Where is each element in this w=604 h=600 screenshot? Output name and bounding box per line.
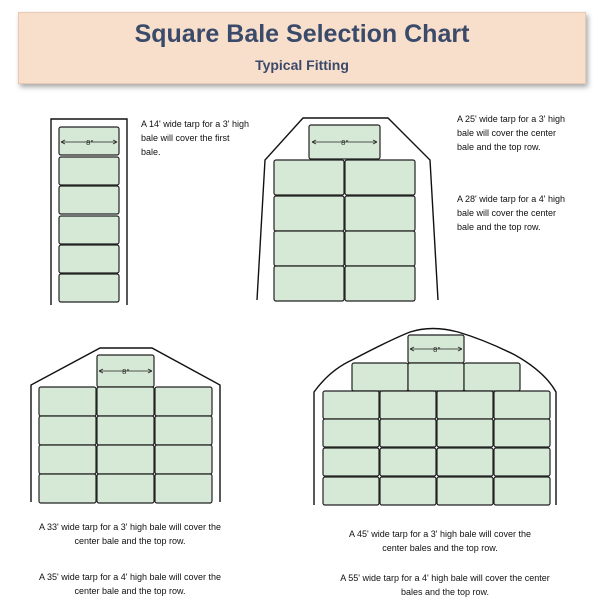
- note-fig3-3ft: A 33' wide tarp for a 3' high bale will cover the center bale and the top row.: [38, 522, 222, 546]
- bale: [464, 363, 520, 391]
- bale: [274, 231, 344, 266]
- dimension-label: 8": [122, 368, 130, 376]
- note-fig3-4ft: A 35' wide tarp for a 4' high bale will cover the center bale and the top row.: [38, 572, 222, 596]
- bale: [323, 477, 379, 505]
- bale: [380, 477, 436, 505]
- top-row: [352, 335, 520, 391]
- page-title: Square Bale Selection Chart: [134, 20, 470, 48]
- figure-2-stack: [257, 118, 438, 301]
- bale: [380, 391, 436, 419]
- bale: [494, 391, 550, 419]
- bale: [437, 448, 493, 476]
- bale: [345, 266, 415, 301]
- dimension-label: 8": [86, 139, 94, 147]
- bale: [274, 160, 344, 195]
- bale-grid: [323, 391, 550, 505]
- note-fig4-3ft: A 45' wide tarp for a 3' high bale will cover the center bales and the top row.: [348, 529, 532, 553]
- bale: [345, 160, 415, 195]
- bale: [408, 363, 464, 391]
- note-fig4-4ft: A 55' wide tarp for a 4' high bale will cover the center bales and the top row.: [340, 573, 550, 597]
- bale: [97, 416, 154, 445]
- note-fig2-4ft: A 28' wide tarp for a 4' high bale will cover the center bale and the top row.: [457, 194, 566, 232]
- bale: [494, 419, 550, 447]
- bale: [97, 445, 154, 474]
- bale: [274, 266, 344, 301]
- bale-column: [59, 127, 119, 302]
- note-fig1: A 14' wide tarp for a 3' high bale will cover the first bale.: [141, 119, 250, 157]
- bale: [59, 157, 119, 185]
- bale: [97, 387, 154, 416]
- bale: [437, 391, 493, 419]
- bale: [352, 363, 408, 391]
- bale: [437, 477, 493, 505]
- bale: [437, 419, 493, 447]
- bale: [380, 448, 436, 476]
- bale: [59, 245, 119, 273]
- bale: [323, 391, 379, 419]
- bale: [155, 445, 212, 474]
- note-fig2-3ft: A 25' wide tarp for a 3' high bale will cover the center bale and the top row.: [457, 114, 566, 152]
- bale: [39, 416, 96, 445]
- bale: [274, 196, 344, 231]
- bale: [97, 474, 154, 503]
- bale: [155, 474, 212, 503]
- bale: [345, 231, 415, 266]
- bale: [59, 274, 119, 302]
- bale: [39, 387, 96, 416]
- bale: [494, 448, 550, 476]
- bale-grid: [39, 387, 212, 503]
- bale: [39, 445, 96, 474]
- bale: [59, 216, 119, 244]
- bale: [155, 416, 212, 445]
- bale: [39, 474, 96, 503]
- bale: [155, 387, 212, 416]
- page-subtitle: Typical Fitting: [255, 57, 349, 73]
- bale: [323, 448, 379, 476]
- bale: [323, 419, 379, 447]
- bale: [59, 186, 119, 214]
- figure-1-single-stack: [51, 119, 127, 305]
- bale-grid: [274, 160, 415, 301]
- bale: [345, 196, 415, 231]
- figure-3-stack: [31, 348, 220, 503]
- dimension-label: 8": [433, 346, 441, 354]
- bale: [380, 419, 436, 447]
- figure-4-stack: [314, 329, 556, 506]
- dimension-label: 8": [341, 139, 349, 147]
- bale: [494, 477, 550, 505]
